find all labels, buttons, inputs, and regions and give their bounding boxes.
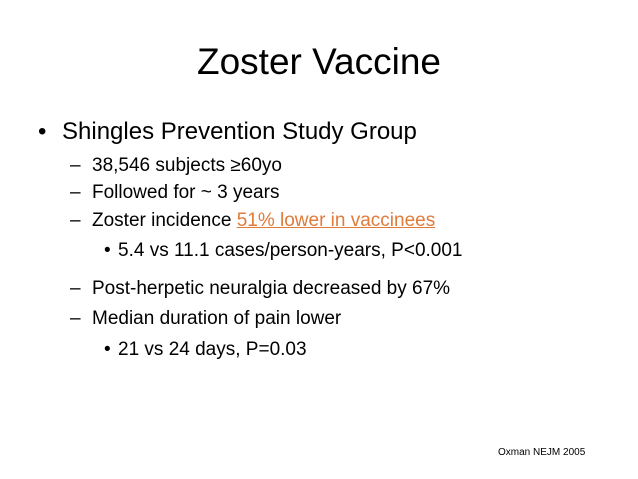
incidence-prefix: Zoster incidence xyxy=(92,210,237,231)
slide-title: Zoster Vaccine xyxy=(196,41,442,82)
bullet-text: Shingles Prevention Study Group xyxy=(62,118,417,145)
sub-sub-item-text: 21 vs 24 days, P=0.03 xyxy=(118,339,307,360)
sub-item-text: Median duration of pain lower xyxy=(92,308,342,329)
sub-item-text xyxy=(92,209,435,233)
citation: Oxman NEJM 2005 xyxy=(498,447,586,458)
dash-marker: – xyxy=(70,308,81,329)
sub-item-text: Post-herpetic neuralgia decreased by 67% xyxy=(92,278,451,299)
dash-marker: – xyxy=(70,182,81,203)
sub-sub-item-text: 5.4 vs 11.1 cases/person-years, P<0.001 xyxy=(118,240,463,261)
sub-item-text: 38,546 subjects ≥60yo xyxy=(92,155,282,176)
dash-marker: – xyxy=(70,155,81,176)
dash-marker: – xyxy=(70,278,81,299)
sub-item-text: Followed for ~ 3 years xyxy=(92,182,280,203)
incidence-highlight: 51% lower in vaccinees xyxy=(236,210,436,231)
bullet-marker: • xyxy=(104,240,111,261)
bullet-marker: • xyxy=(104,339,111,360)
bullet-marker: • xyxy=(38,118,47,145)
dash-marker: – xyxy=(70,210,81,231)
